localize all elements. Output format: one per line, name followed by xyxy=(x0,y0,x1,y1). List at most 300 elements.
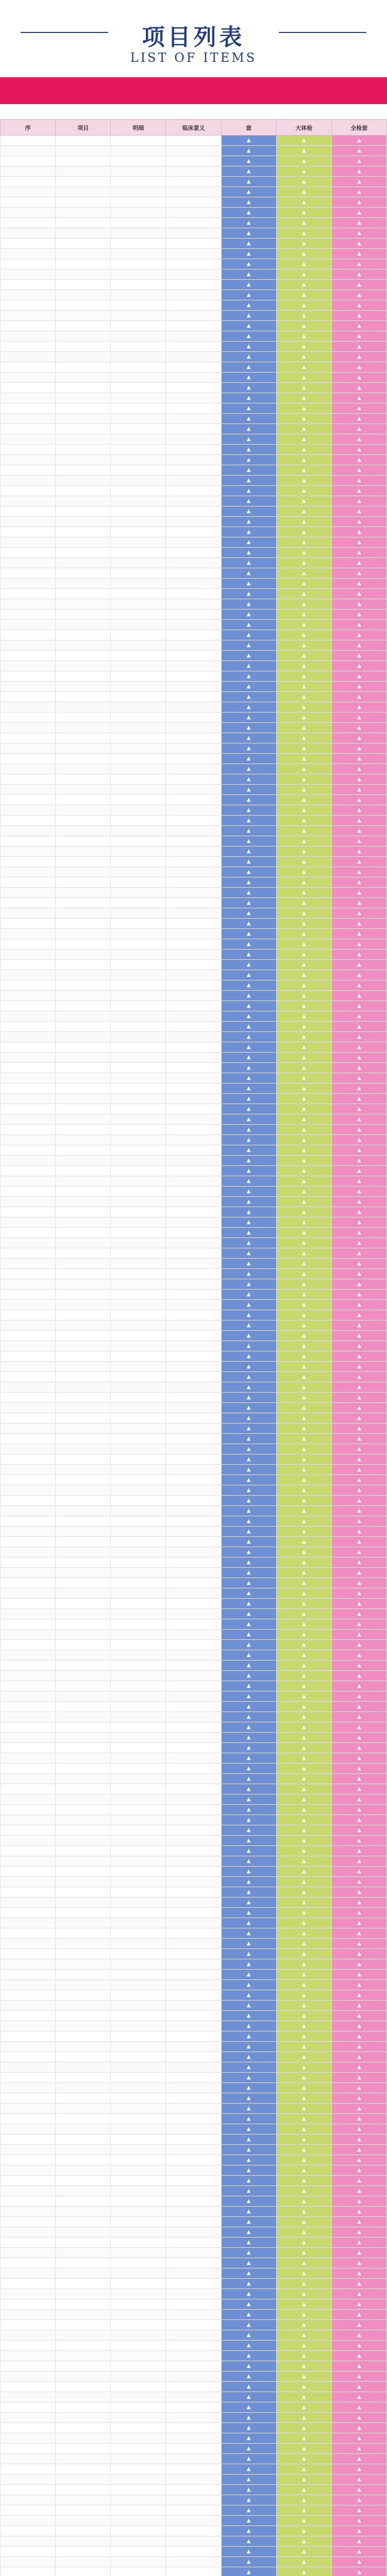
triangle-icon xyxy=(279,1652,329,1658)
triangle-icon xyxy=(279,2384,329,2389)
row-desc-cell xyxy=(166,1475,221,1485)
triangle-icon xyxy=(224,704,274,710)
row-group-cell xyxy=(56,1382,111,1393)
row-basic-mark xyxy=(221,1609,276,1619)
row-basic-mark xyxy=(221,1094,276,1104)
triangle-icon xyxy=(279,385,329,391)
row-basic-mark xyxy=(221,2299,276,2310)
row-number-cell xyxy=(1,2402,56,2413)
table-row xyxy=(1,1887,387,1897)
row-basic-mark xyxy=(221,2124,276,2134)
row-name-cell xyxy=(111,362,166,372)
row-large-mark xyxy=(276,2547,331,2557)
row-number-cell xyxy=(1,640,56,651)
triangle-icon xyxy=(224,663,274,669)
row-large-mark xyxy=(276,2289,331,2299)
row-name-cell xyxy=(111,713,166,723)
row-group-cell xyxy=(56,620,111,630)
table-row xyxy=(1,2351,387,2361)
triangle-icon xyxy=(334,375,384,380)
row-full-mark xyxy=(331,166,386,177)
row-full-mark xyxy=(331,1125,386,1135)
row-full-mark xyxy=(331,2145,386,2155)
row-group-cell xyxy=(56,1887,111,1897)
triangle-icon xyxy=(279,1240,329,1246)
triangle-icon xyxy=(334,2126,384,2132)
row-large-mark xyxy=(276,2516,331,2526)
row-number-cell xyxy=(1,1187,56,1197)
triangle-icon xyxy=(279,2363,329,2369)
row-desc-cell xyxy=(166,733,221,743)
row-desc-cell xyxy=(166,1032,221,1042)
table-row xyxy=(1,476,387,486)
row-group-cell xyxy=(56,1990,111,2001)
triangle-icon xyxy=(279,1477,329,1483)
row-full-mark xyxy=(331,568,386,579)
row-group-cell xyxy=(56,2547,111,2557)
triangle-icon xyxy=(224,230,274,236)
triangle-icon xyxy=(224,2322,274,2328)
row-name-cell xyxy=(111,980,166,991)
triangle-icon xyxy=(279,457,329,463)
row-basic-mark xyxy=(221,1156,276,1166)
row-large-mark xyxy=(276,2464,331,2475)
row-basic-mark xyxy=(221,558,276,568)
triangle-icon xyxy=(279,1776,329,1782)
triangle-icon xyxy=(279,1869,329,1874)
row-basic-mark xyxy=(221,1496,276,1506)
row-group-cell xyxy=(56,1083,111,1094)
row-desc-cell xyxy=(166,723,221,733)
table-row xyxy=(1,362,387,372)
row-full-mark xyxy=(331,218,386,228)
table-row xyxy=(1,2042,387,2052)
row-group-cell xyxy=(56,2454,111,2464)
triangle-icon xyxy=(279,1456,329,1462)
package-notes xyxy=(0,104,387,120)
row-full-mark xyxy=(331,826,386,836)
row-group-cell xyxy=(56,1197,111,1207)
triangle-icon xyxy=(224,2126,274,2132)
table-row xyxy=(1,2248,387,2258)
triangle-icon xyxy=(224,2240,274,2245)
row-basic-mark xyxy=(221,455,276,465)
row-basic-mark xyxy=(221,372,276,383)
triangle-icon xyxy=(334,1766,384,1771)
triangle-icon xyxy=(334,982,384,988)
row-basic-mark xyxy=(221,1197,276,1207)
row-basic-mark xyxy=(221,568,276,579)
table-row xyxy=(1,1001,387,1011)
row-basic-mark xyxy=(221,1145,276,1156)
row-name-cell xyxy=(111,1228,166,1238)
triangle-icon xyxy=(279,632,329,638)
row-basic-mark xyxy=(221,2526,276,2536)
table-row xyxy=(1,146,387,156)
table-row xyxy=(1,1145,387,1156)
triangle-icon xyxy=(224,1302,274,1308)
row-large-mark xyxy=(276,1125,331,1135)
row-group-cell xyxy=(56,1867,111,1877)
row-name-cell xyxy=(111,846,166,857)
row-number-cell xyxy=(1,743,56,754)
row-group-cell xyxy=(56,2516,111,2526)
row-basic-mark xyxy=(221,733,276,743)
row-name-cell xyxy=(111,805,166,816)
row-name-cell xyxy=(111,2011,166,2021)
row-desc-cell xyxy=(166,537,221,548)
triangle-icon xyxy=(334,2394,384,2400)
page-title: 项目列表 xyxy=(142,24,245,50)
row-group-cell xyxy=(56,1320,111,1331)
triangle-icon xyxy=(334,1189,384,1194)
row-desc-cell xyxy=(166,197,221,208)
row-number-cell xyxy=(1,1207,56,1217)
row-basic-mark xyxy=(221,785,276,795)
triangle-icon xyxy=(224,849,274,854)
row-group-cell xyxy=(56,2485,111,2495)
row-desc-cell xyxy=(166,2052,221,2062)
triangle-icon xyxy=(279,1219,329,1225)
row-number-cell xyxy=(1,785,56,795)
table-row xyxy=(1,239,387,249)
row-group-cell xyxy=(56,857,111,867)
row-number-cell xyxy=(1,1228,56,1238)
triangle-icon xyxy=(279,364,329,370)
row-group-cell xyxy=(56,455,111,465)
row-basic-mark xyxy=(221,486,276,496)
table-row xyxy=(1,2289,387,2299)
triangle-icon xyxy=(334,1879,384,1885)
row-group-cell xyxy=(56,2351,111,2361)
table-row xyxy=(1,403,387,414)
row-name-cell xyxy=(111,2557,166,2567)
triangle-icon xyxy=(224,2466,274,2472)
triangle-icon xyxy=(224,1168,274,1174)
triangle-icon xyxy=(279,1075,329,1081)
row-basic-mark xyxy=(221,393,276,403)
row-name-cell xyxy=(111,352,166,362)
row-group-cell xyxy=(56,2382,111,2392)
row-basic-mark xyxy=(221,671,276,682)
triangle-icon xyxy=(279,1498,329,1503)
row-number-cell xyxy=(1,1001,56,1011)
row-basic-mark xyxy=(221,1681,276,1691)
row-large-mark xyxy=(276,702,331,713)
triangle-icon xyxy=(279,1158,329,1163)
triangle-icon xyxy=(279,2446,329,2451)
row-group-cell xyxy=(56,764,111,774)
row-large-mark xyxy=(276,1722,331,1733)
row-large-mark xyxy=(276,1660,331,1671)
triangle-icon xyxy=(334,292,384,298)
row-name-cell xyxy=(111,1691,166,1702)
row-number-cell xyxy=(1,1279,56,1290)
triangle-icon xyxy=(224,2137,274,2142)
triangle-icon xyxy=(224,1776,274,1782)
row-full-mark xyxy=(331,445,386,455)
triangle-icon xyxy=(279,1786,329,1792)
table-row xyxy=(1,269,387,280)
row-name-cell xyxy=(111,434,166,445)
row-desc-cell xyxy=(166,919,221,929)
table-row xyxy=(1,2402,387,2413)
table-row xyxy=(1,2083,387,2093)
row-desc-cell xyxy=(166,239,221,249)
row-number-cell xyxy=(1,1454,56,1465)
row-large-mark xyxy=(276,2207,331,2217)
triangle-icon xyxy=(224,1961,274,1967)
row-name-cell xyxy=(111,1022,166,1032)
row-number-cell xyxy=(1,2248,56,2258)
row-large-mark xyxy=(276,372,331,383)
row-basic-mark xyxy=(221,2464,276,2475)
row-large-mark xyxy=(276,733,331,743)
table-row xyxy=(1,1465,387,1475)
row-group-cell xyxy=(56,2031,111,2042)
triangle-icon xyxy=(334,622,384,628)
triangle-icon xyxy=(334,591,384,597)
triangle-icon xyxy=(334,2281,384,2286)
row-group-cell xyxy=(56,2165,111,2176)
row-desc-cell xyxy=(166,156,221,166)
table-row xyxy=(1,187,387,197)
triangle-icon xyxy=(279,1302,329,1308)
row-large-mark xyxy=(276,218,331,228)
triangle-icon xyxy=(224,2353,274,2359)
table-row xyxy=(1,2413,387,2423)
row-full-mark xyxy=(331,2341,386,2351)
row-full-mark xyxy=(331,269,386,280)
row-large-mark xyxy=(276,1619,331,1630)
table-row xyxy=(1,929,387,939)
triangle-icon xyxy=(224,385,274,391)
triangle-icon xyxy=(334,2528,384,2534)
row-name-cell xyxy=(111,2485,166,2495)
row-basic-mark xyxy=(221,754,276,764)
row-desc-cell xyxy=(166,1290,221,1300)
row-name-cell xyxy=(111,1393,166,1403)
triangle-icon xyxy=(224,457,274,463)
triangle-icon xyxy=(279,1261,329,1266)
row-group-cell xyxy=(56,1053,111,1063)
triangle-icon xyxy=(224,2343,274,2348)
table-row xyxy=(1,135,387,146)
table-row xyxy=(1,609,387,620)
row-name-cell xyxy=(111,898,166,908)
row-desc-cell xyxy=(166,269,221,280)
triangle-icon xyxy=(279,230,329,236)
row-group-cell xyxy=(56,2093,111,2104)
triangle-icon xyxy=(279,509,329,514)
row-name-cell xyxy=(111,2382,166,2392)
row-desc-cell xyxy=(166,2547,221,2557)
row-group-cell xyxy=(56,2155,111,2165)
row-large-mark xyxy=(276,1599,331,1609)
row-number-cell xyxy=(1,2547,56,2557)
table-row xyxy=(1,1176,387,1187)
table-row xyxy=(1,1547,387,1557)
row-group-cell xyxy=(56,2052,111,2062)
row-number-cell xyxy=(1,1836,56,1846)
row-number-cell xyxy=(1,1403,56,1413)
row-large-mark xyxy=(276,1784,331,1794)
row-group-cell xyxy=(56,1341,111,1351)
row-number-cell xyxy=(1,2114,56,2124)
row-name-cell xyxy=(111,1403,166,1413)
triangle-icon xyxy=(224,2013,274,2019)
row-number-cell xyxy=(1,1619,56,1630)
row-name-cell xyxy=(111,1114,166,1125)
row-large-mark xyxy=(276,1712,331,1722)
items-table xyxy=(0,120,387,2576)
row-large-mark xyxy=(276,1568,331,1578)
triangle-icon xyxy=(224,302,274,308)
row-large-mark xyxy=(276,826,331,836)
triangle-icon xyxy=(334,1941,384,1946)
triangle-icon xyxy=(224,1992,274,1998)
table-row xyxy=(1,2454,387,2464)
row-large-mark xyxy=(276,1774,331,1784)
row-basic-mark xyxy=(221,352,276,362)
row-number-cell xyxy=(1,311,56,321)
row-name-cell xyxy=(111,1650,166,1660)
triangle-icon xyxy=(224,2394,274,2400)
row-basic-mark xyxy=(221,1959,276,1970)
triangle-icon xyxy=(224,1477,274,1483)
row-group-cell xyxy=(56,2536,111,2547)
row-desc-cell xyxy=(166,2536,221,2547)
row-basic-mark xyxy=(221,1908,276,1918)
row-name-cell xyxy=(111,414,166,424)
triangle-icon xyxy=(279,199,329,205)
row-basic-mark xyxy=(221,280,276,290)
triangle-icon xyxy=(334,1137,384,1143)
triangle-icon xyxy=(224,1086,274,1091)
row-number-cell xyxy=(1,280,56,290)
row-desc-cell xyxy=(166,754,221,764)
row-group-cell xyxy=(56,403,111,414)
row-name-cell xyxy=(111,383,166,393)
triangle-icon xyxy=(334,828,384,834)
triangle-icon xyxy=(224,426,274,432)
triangle-icon xyxy=(279,2260,329,2266)
triangle-icon xyxy=(224,2198,274,2204)
row-group-cell xyxy=(56,1671,111,1681)
row-desc-cell xyxy=(166,1145,221,1156)
triangle-icon xyxy=(224,1075,274,1081)
triangle-icon xyxy=(279,2332,329,2338)
row-full-mark xyxy=(331,2227,386,2238)
triangle-icon xyxy=(334,1364,384,1369)
row-full-mark xyxy=(331,372,386,383)
row-desc-cell xyxy=(166,1856,221,1867)
triangle-icon xyxy=(334,395,384,401)
row-basic-mark xyxy=(221,991,276,1001)
triangle-icon xyxy=(224,251,274,257)
triangle-icon xyxy=(334,601,384,607)
table-row xyxy=(1,2217,387,2227)
triangle-icon xyxy=(334,1446,384,1452)
triangle-icon xyxy=(334,1147,384,1153)
row-number-cell xyxy=(1,1764,56,1774)
row-full-mark xyxy=(331,2124,386,2134)
row-desc-cell xyxy=(166,2341,221,2351)
table-row xyxy=(1,1083,387,1094)
row-large-mark xyxy=(276,2330,331,2341)
row-desc-cell xyxy=(166,2124,221,2134)
table-row xyxy=(1,2526,387,2536)
row-group-cell xyxy=(56,445,111,455)
row-number-cell xyxy=(1,1217,56,1228)
row-desc-cell xyxy=(166,702,221,713)
triangle-icon xyxy=(224,1838,274,1843)
row-number-cell xyxy=(1,867,56,877)
row-large-mark xyxy=(276,1908,331,1918)
row-full-mark xyxy=(331,156,386,166)
triangle-icon xyxy=(224,2023,274,2029)
row-number-cell xyxy=(1,228,56,239)
triangle-icon xyxy=(224,910,274,916)
triangle-icon xyxy=(334,323,384,329)
row-basic-mark xyxy=(221,2001,276,2011)
row-desc-cell xyxy=(166,661,221,671)
triangle-icon xyxy=(279,1395,329,1400)
row-large-mark xyxy=(276,465,331,476)
row-number-cell xyxy=(1,1022,56,1032)
row-number-cell xyxy=(1,208,56,218)
row-desc-cell xyxy=(166,311,221,321)
row-number-cell xyxy=(1,1320,56,1331)
triangle-icon xyxy=(224,591,274,597)
table-row xyxy=(1,208,387,218)
row-number-cell xyxy=(1,836,56,846)
row-number-cell xyxy=(1,1372,56,1382)
row-full-mark xyxy=(331,2104,386,2114)
table-row xyxy=(1,671,387,682)
triangle-icon xyxy=(334,735,384,741)
triangle-icon xyxy=(334,2507,384,2513)
triangle-icon xyxy=(279,292,329,298)
row-name-cell xyxy=(111,1506,166,1516)
triangle-icon xyxy=(334,168,384,174)
row-basic-mark xyxy=(221,2165,276,2176)
row-full-mark xyxy=(331,1660,386,1671)
triangle-icon xyxy=(224,550,274,555)
row-name-cell xyxy=(111,249,166,259)
row-desc-cell xyxy=(166,2258,221,2268)
triangle-icon xyxy=(224,1951,274,1957)
row-full-mark xyxy=(331,651,386,661)
row-number-cell xyxy=(1,1774,56,1784)
triangle-icon xyxy=(224,2250,274,2256)
row-full-mark xyxy=(331,733,386,743)
triangle-icon xyxy=(334,1549,384,1555)
row-desc-cell xyxy=(166,2145,221,2155)
row-full-mark xyxy=(331,877,386,888)
row-number-cell xyxy=(1,331,56,342)
triangle-icon xyxy=(279,1693,329,1699)
table-row xyxy=(1,249,387,259)
row-basic-mark xyxy=(221,1042,276,1053)
triangle-icon xyxy=(224,1199,274,1205)
triangle-icon xyxy=(279,261,329,267)
row-desc-cell xyxy=(166,620,221,630)
row-basic-mark xyxy=(221,197,276,208)
row-group-cell xyxy=(56,960,111,970)
triangle-icon xyxy=(279,1714,329,1720)
row-desc-cell xyxy=(166,1022,221,1032)
